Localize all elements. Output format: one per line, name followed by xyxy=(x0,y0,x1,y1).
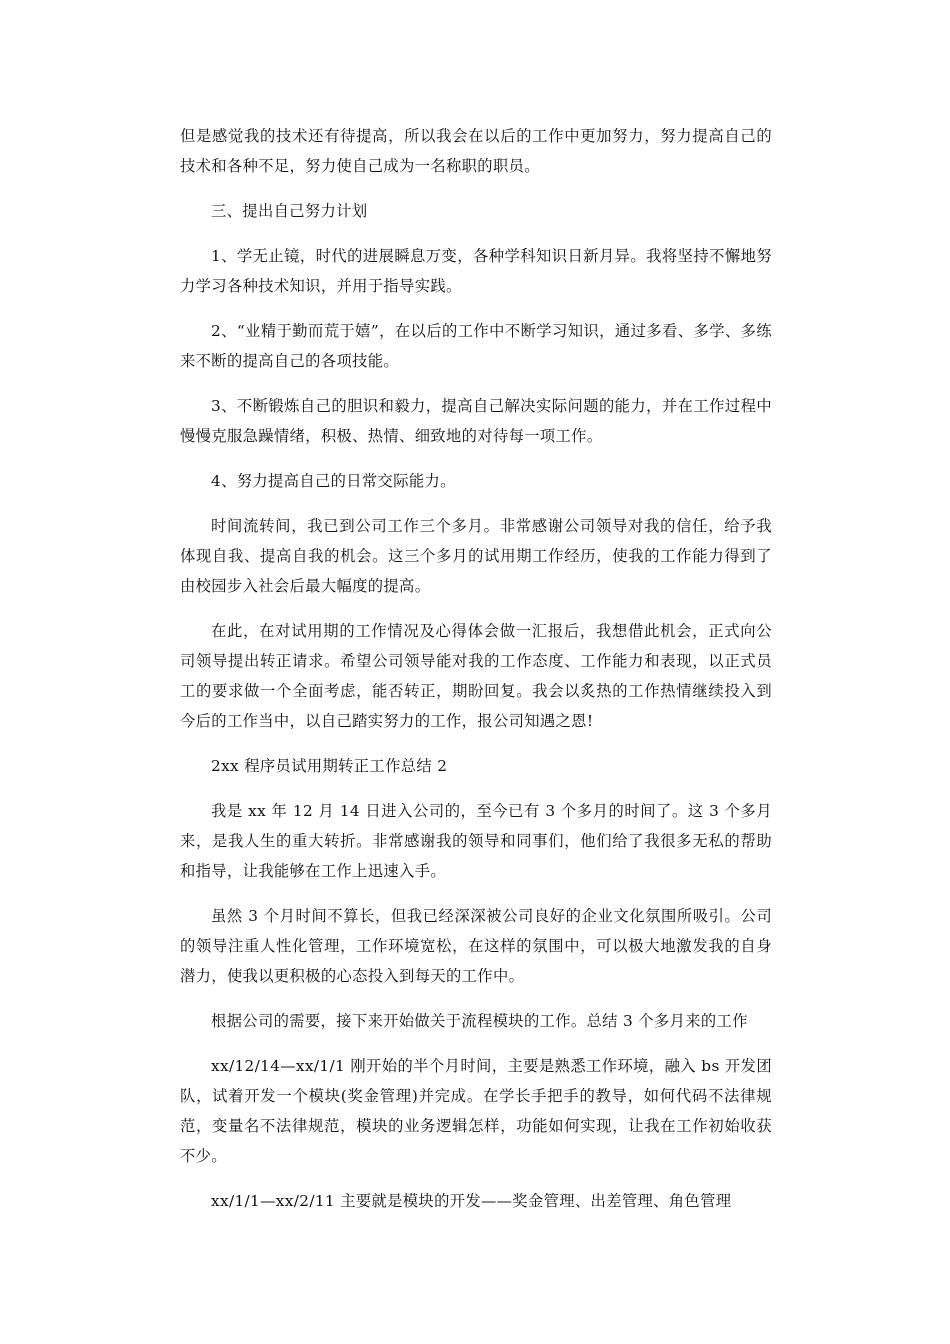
section-heading-summary-2: 2xx 程序员试用期转正工作总结 2 xyxy=(211,757,448,775)
paragraph-continuation: 但是感觉我的技术还有待提高，所以我会在以后的工作中更加努力，努力提高自己的技术和各种不足，努力使自己成为一名称职的职员。 xyxy=(180,127,772,175)
paragraph-gratitude: 时间流转间，我已到公司工作三个多月。非常感谢公司领导对我的信任，给予我体现自我、提高自我的机会。这三个多月的试用期工作经历，使我的工作能力得到了由校园步入社会后最大幅度的提高。 xyxy=(180,517,772,595)
document-body xyxy=(180,121,772,1231)
plan-item-4: 4、努力提高自己的日常交际能力。 xyxy=(211,472,456,490)
paragraph-period-2: xx/1/1—xx/2/11 主要就是模块的开发——奖金管理、出差管理、角色管理 xyxy=(211,1192,732,1210)
section-heading-plan: 三、提出自己努力计划 xyxy=(211,202,368,220)
paragraph-work-summary: 根据公司的需要，接下来开始做关于流程模块的工作。总结 3 个多月来的工作 xyxy=(211,1012,748,1030)
plan-item-3: 3、不断锻炼自己的胆识和毅力，提高自己解决实际问题的能力，并在工作过程中慢慢克服急躁情绪，积极、热情、细致地的对待每一项工作。 xyxy=(180,397,772,445)
paragraph-request: 在此，在对试用期的工作情况及心得体会做一汇报后，我想借此机会，正式向公司领导提出转正请求。希望公司领导能对我的工作态度、工作能力和表现，以正式员工的要求做一个全面考虑，能否转正，期盼回复。我会以炙热的工作热情继续投入到今后的工作当中，以自己踏实努力的工作，报公司知遇之恩! xyxy=(180,622,772,730)
paragraph-period-1: xx/12/14—xx/1/1 刚开始的半个月时间，主要是熟悉工作环境，融入 bs 开发团队，试着开发一个模块(奖金管理)并完成。在学长手把手的教导，如何代码不法律规范，变量名不法律规范，模块的业务逻辑怎样，功能如何实现，让我在工作初始收获不少。 xyxy=(180,1057,772,1165)
plan-item-2: 2、“业精于勤而荒于嬉”，在以后的工作中不断学习知识，通过多看、多学、多练来不断的提高自己的各项技能。 xyxy=(180,322,772,370)
paragraph-culture: 虽然 3 个月时间不算长，但我已经深深被公司良好的企业文化氛围所吸引。公司的领导注重人性化管理，工作环境宽松，在这样的氛围中，可以极大地激发我的自身潜力，使我以更积极的心态投入到每天的工作中。 xyxy=(180,907,772,985)
paragraph-intro: 我是 xx 年 12 月 14 日进入公司的，至今已有 3 个多月的时间了。这 3 个多月来，是我人生的重大转折。非常感谢我的领导和同事们，他们给了我很多无私的帮助和指导，让我能够在工作上迅速入手。 xyxy=(180,802,772,880)
plan-item-1: 1、学无止镜，时代的进展瞬息万变，各种学科知识日新月异。我将坚持不懈地努力学习各种技术知识，并用于指导实践。 xyxy=(180,247,772,295)
